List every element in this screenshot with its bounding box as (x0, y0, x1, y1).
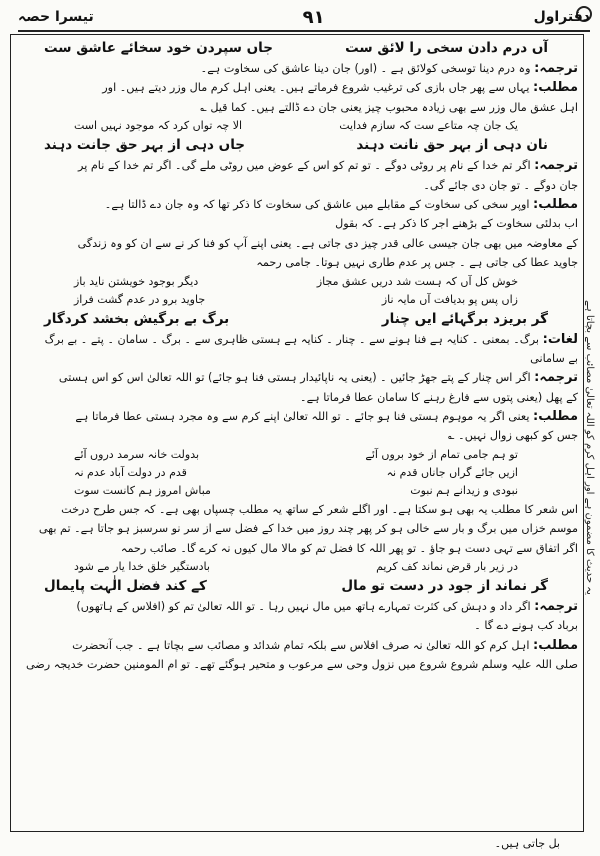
hemistich: یک جان چہ متاعے ست کہ سازم فدایت (339, 119, 518, 133)
section-label: ترجمہ: (534, 61, 578, 76)
line-text: جاوید عطا کی جاتی ہے ۔ جس پر عدم طاری نہیں ہوتا۔ جامی رحمہ (256, 256, 578, 270)
text-line (14, 98, 578, 117)
line-text: جان دوگے ۔ تو جان دی جائے گی۔ (423, 178, 578, 192)
hemistich: مباش امروز ہم کانست سوت (74, 483, 211, 497)
couplet (14, 576, 578, 597)
text-line (14, 368, 578, 387)
section-label: مطلب: (533, 80, 578, 96)
line-text: برگ۔ بمعنی ۔ کنایہ ہے فنا ہونے سے ۔ چنار ۔ کنایہ ہے ہستی ظاہری سے ۔ برگ ۔ سامان ۔ پتے ۔ بے برگ (44, 332, 540, 346)
hemistich: آں درم دادن سخی را لائق ست (345, 40, 548, 56)
line-text: اگر تم خدا کے نام پر روٹی دوگے ۔ تو تم کو اس کے عوض میں روٹی ملے گی۔ اگر تم خدا کے نام پر (78, 159, 531, 173)
text-line (14, 655, 578, 674)
text-line (14, 500, 578, 519)
text-line (14, 78, 578, 97)
line-text: اگر داد و دہش کی کثرت تمہارے ہاتھ میں مال نہیں رہا ۔ تو اللہ تعالیٰ تم کو (افلاس کے ہاتھوں) (76, 600, 531, 614)
hemistich: جاں دہی از بہر حق جانت دہند (44, 137, 245, 154)
couplet (14, 135, 578, 156)
couplet (14, 309, 578, 330)
quoted-couplet (14, 291, 578, 309)
hemistich: جاوید برو در عدم گشت فراز (74, 292, 206, 306)
section-label: ترجمہ: (534, 158, 578, 174)
text-line (14, 616, 578, 635)
hemistich: بادستگیر خلق خدا یار مے شود (74, 560, 210, 574)
header-section: تیسرا حصہ (18, 9, 94, 25)
line-text: صلی اللہ علیہ وسلم شروع شروع میں نزول وحی سے مرعوب و متحیر ہوگئے تھے۔ تو ام المومنین حضرت خدیجہ رضی (25, 658, 578, 672)
line-text: وہ درم دینا توسخی کولائق ہے ۔ (اور) جان دینا عاشق کی سخاوت ہے۔ (200, 62, 531, 75)
hemistich: ازیں جائے گراں جاناں قدم نہ (386, 465, 518, 479)
page-body (14, 38, 578, 828)
line-text: اب بدلئی سخاوت کے بڑھنے اجر کا ذکر ہے۔ کہ بقول (335, 217, 578, 231)
line-text: جس کو کبھی زوال نہیں۔ ؎ (448, 429, 578, 443)
text-line (14, 59, 578, 78)
line-text: کے پھل (یعنی پتوں سے فارغ رہنے کا سامان عطا فرماتا ہے۔ (300, 390, 578, 404)
text-line (14, 597, 578, 616)
header-book-part: دفتراول (533, 9, 590, 25)
line-text: اگر اتفاق سے تہی دست ہو جاؤ ۔ تو پھر اللہ کا فضل تم کو مالا مال کیوں نہ کرے گا۔ صائب رحمہ (120, 541, 578, 555)
section-label: لغات: (542, 331, 578, 347)
line-text: اہل کرم کو اللہ تعالیٰ نہ صرف افلاس سے بلکہ تمام شدائد و مصائب سے بچاتا ہے ۔ جب آنحضرت (72, 638, 530, 652)
text-line (14, 195, 578, 214)
hemistich: بدولت خانہ سرمد دروں آئے (74, 447, 200, 461)
page-number: ٩١ (302, 6, 325, 28)
hemistich: کے کند فضل الٰہت پایمال (44, 578, 207, 595)
text-line (14, 349, 578, 368)
text-line (14, 539, 578, 558)
hemistich: الا چہ تواں کرد کہ موجود نہیں است (74, 119, 243, 133)
line-text: اہل عشق مال وزر سے بھی زیادہ محبوب چیز یعنی جان دے ڈالتے ہیں۔ کما قیل ؎ (200, 100, 578, 114)
text-line (14, 214, 578, 233)
line-text: کے معاوضہ میں بھی جان جیسی عالی قدر چیز دی جاتی ہے۔ یعنی اپنے آپ کو فنا کر نے سے ان کو وہ زندگی (77, 236, 578, 250)
text-line (14, 176, 578, 195)
text-line (14, 330, 578, 349)
quoted-couplet (14, 558, 578, 576)
line-text: اس شعر کا مطلب یہ بھی ہو سکتا ہے۔ اور اگلے شعر کے ساتھ یہ مطلب چسپاں بھی ہے۔ کہ جس طرح درخت (61, 502, 578, 516)
quoted-couplet (14, 117, 578, 135)
section-label: مطلب: (533, 637, 578, 653)
text-line (14, 426, 578, 445)
hemistich: جاں سپردن خود سخائے عاشق ست (44, 40, 273, 56)
hemistich: دیگر بوجود خویشتن ناید باز (74, 274, 199, 288)
section-label: ترجمہ: (534, 370, 578, 386)
quoted-couplet (14, 482, 578, 500)
margin-note: یہ حدیث کا مضمون ہے اور اہل کرم کو اللہ تعالیٰ مصائب سے بچاتا ہے (584, 300, 595, 595)
quoted-couplet (14, 464, 578, 482)
hemistich: در زیر بار قرض نماند کف کریم (376, 560, 518, 574)
text-line (14, 519, 578, 538)
hemistich: نان دہی از بہر حق نانت دہند (356, 137, 548, 154)
section-label: مطلب: (533, 409, 578, 425)
quoted-couplet (14, 273, 578, 291)
section-label: ترجمہ: (534, 599, 578, 615)
hemistich: گر نماند از جود در دست تو مال (341, 578, 548, 595)
hemistich: زاں پس پو بدیافت آں مایہ ناز (381, 292, 518, 306)
hemistich: برگ بے برگیش بخشد کردگار (44, 310, 230, 327)
line-text: یہاں سے پھر جاں بازی کی ترغیب شروع فرماتے ہیں۔ یعنی اہل کرم مال وزر دیتے ہیں۔ اور (102, 81, 530, 95)
hemistich: نبودی و زیدانے ہم نبوت (410, 483, 518, 497)
text-line (14, 156, 578, 175)
page-footer: بل جاتی ہیں۔ (494, 837, 560, 850)
hemistich: گر بریزد برگہائے ایں چنار (381, 310, 548, 327)
line-text: برباد کب ہونے دے گا ۔ (474, 619, 578, 633)
text-line (14, 407, 578, 426)
line-text: بے سامانی (530, 351, 578, 365)
quoted-couplet (14, 446, 578, 464)
hemistich: تو ہم جامی تمام از خود بروں آئے (365, 447, 518, 461)
text-line (14, 388, 578, 407)
couplet (14, 38, 578, 59)
line-text: اوپر سخی کی سخاوت کے مقابلے میں عاشق کی سخاوت کا ذکر تھا کہ وہ جان دے ڈالتا ہے۔ (104, 197, 530, 211)
text-line (14, 234, 578, 253)
text-line (14, 253, 578, 272)
section-label: مطلب: (533, 196, 578, 212)
text-line (14, 636, 578, 655)
page-header (18, 4, 590, 32)
line-text: یعنی اگر یہ موہوم ہستی فنا ہو جائے ۔ تو اللہ تعالیٰ اپنے کرم سے وہ مجرد ہستی عطا فرماتا ہے (75, 410, 530, 424)
line-text: موسم خزاں میں برگ و بار سے خالی ہو کر پھر چند روز میں خدا کے فضل سے از سر نو سرسبز ہو جاتا ہے۔ تم بھی (38, 522, 578, 536)
hemistich: خوش کل آں کہ ہست شد دریں عشق مجاز (316, 274, 518, 288)
hemistich: قدم در دولت آباد عدم نہ (74, 465, 187, 479)
line-text: اگر اس چنار کے پتے جھڑ جائیں ۔ (یعنی یہ ناپائیدار ہستی فنا ہو جائے) تو اللہ تعالیٰ اس کو اس ہستی (58, 371, 531, 385)
